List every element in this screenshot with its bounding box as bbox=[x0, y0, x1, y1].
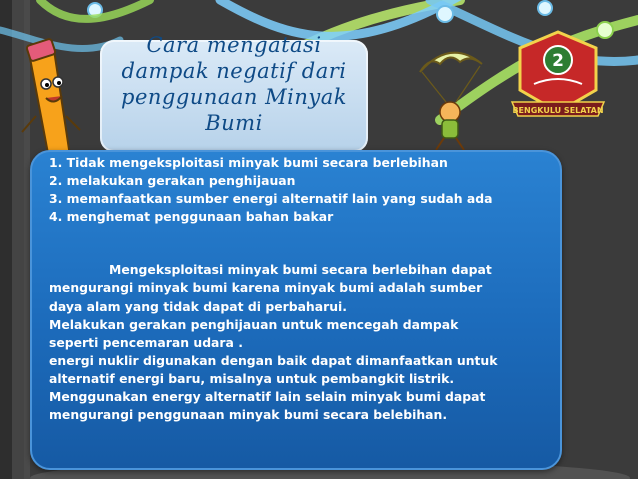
content-text bbox=[49, 154, 554, 424]
paragraph-line: mengurangi minyak bumi karena minyak bumi adalah sumber bbox=[49, 280, 483, 296]
title-line: Cara mengatasi bbox=[146, 33, 322, 57]
spacer bbox=[49, 226, 554, 261]
list-item: 3. memanfaatkan sumber energi alternatif lain yang sudah ada bbox=[49, 191, 493, 207]
list-item: 2. melakukan gerakan penghijauan bbox=[49, 173, 296, 189]
paragraph-line: Mengeksploitasi minyak bumi secara berlebihan dapat bbox=[109, 262, 492, 278]
paragraph-line: alternatif energi baru, misalnya untuk pembangkit listrik. bbox=[49, 370, 455, 386]
paragraph-line: daya alam yang tidak dapat di perbaharui. bbox=[49, 298, 348, 314]
slide-title bbox=[108, 32, 360, 136]
paragraph-line: Menggunakan energy alternatif lain selain minyak bumi dapat bbox=[49, 389, 486, 405]
list-item: 1. Tidak mengeksploitasi minyak bumi secara berlebihan bbox=[49, 155, 448, 170]
list-item: 4. menghemat penggunaan bahan bakar bbox=[49, 209, 334, 225]
paragraph-line: mengurangi penggunaan minyak bumi secara belebihan. bbox=[49, 407, 448, 423]
school-logo bbox=[508, 28, 608, 132]
title-line: penggunaan Minyak bbox=[121, 85, 347, 109]
logo-ribbon-text: BENGKULU SELATAN bbox=[512, 106, 604, 115]
paragraph-line: seperti pencemaran udara . bbox=[49, 334, 243, 350]
paragraph-line: energi nuklir digunakan dengan baik dapat dimanfaatkan untuk bbox=[49, 352, 498, 368]
paragraph-line: Melakukan gerakan penghijauan untuk mencegah dampak bbox=[49, 316, 459, 332]
title-line: Bumi bbox=[205, 111, 263, 135]
badge-number: 2 bbox=[552, 51, 564, 71]
title-line: dampak negatif dari bbox=[121, 59, 347, 83]
